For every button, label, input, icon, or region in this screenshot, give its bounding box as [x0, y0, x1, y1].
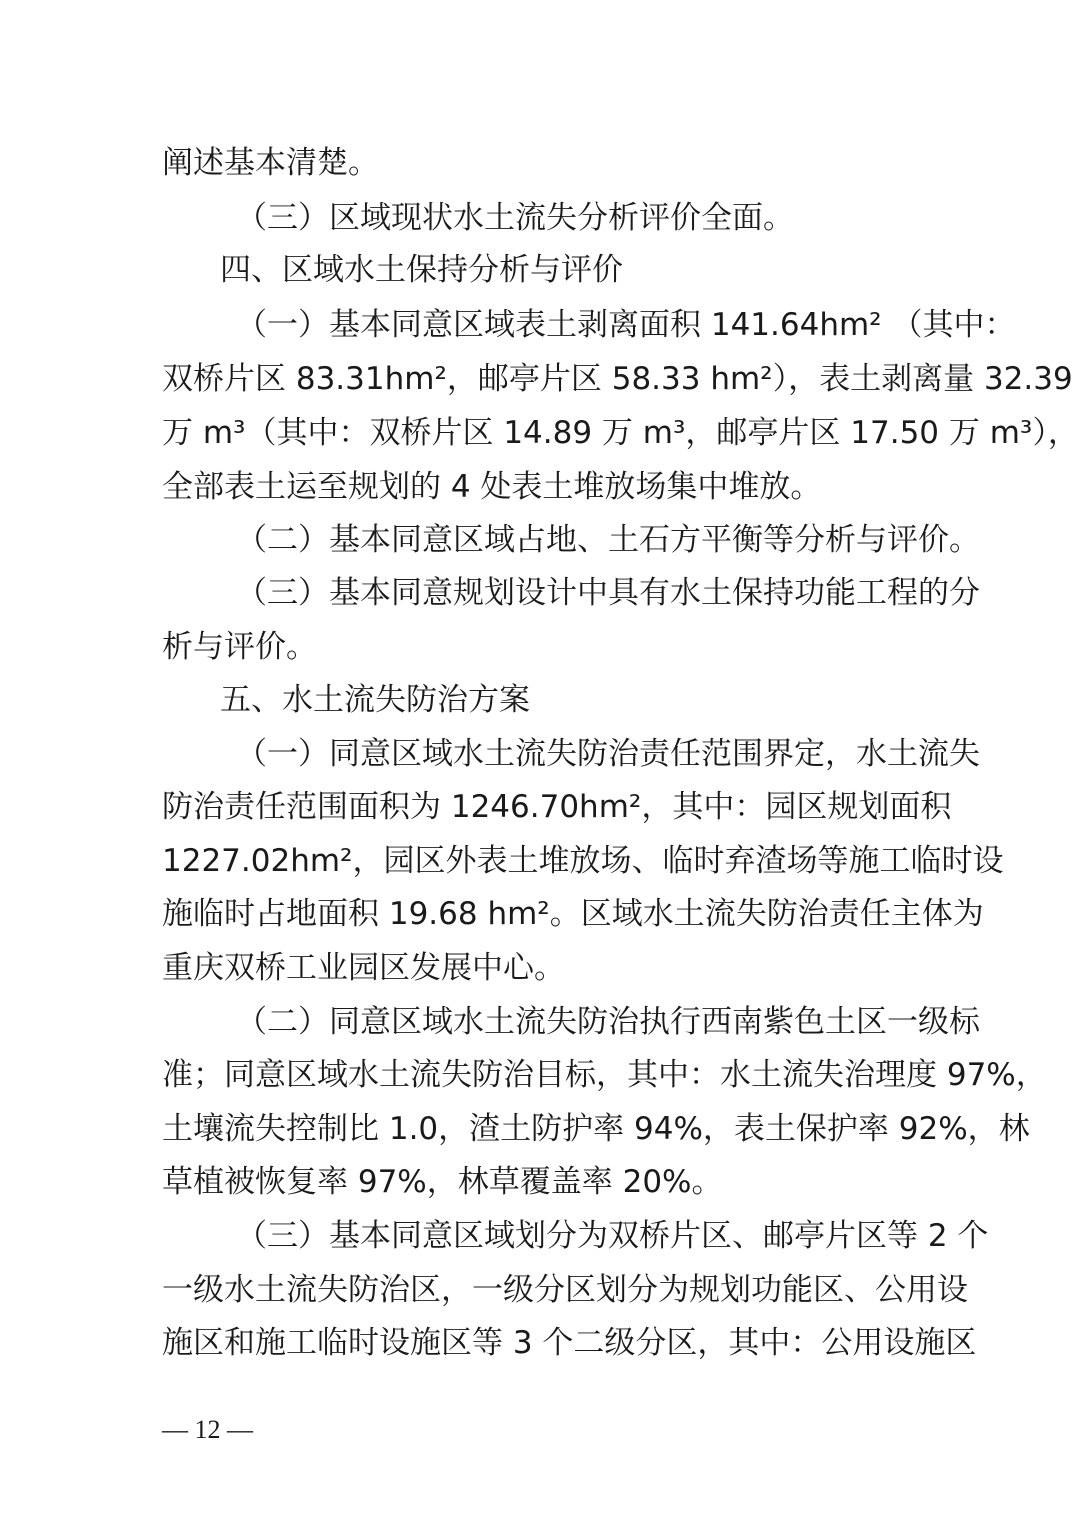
text-line-13: 防治责任范围面积为 1246.70hm²，其中：园区规划面积 — [162, 789, 952, 825]
text-line-18: 准；同意区域水土流失防治目标，其中：水土流失治理度 97%， — [162, 1057, 1047, 1093]
text-line-17: （二）同意区域水土流失防治执行西南紫色土区一级标 — [236, 1004, 980, 1040]
text-line-9: （三）基本同意规划设计中具有水土保持功能工程的分 — [236, 575, 980, 611]
text-line-20: 草植被恢复率 97%，林草覆盖率 20%。 — [162, 1164, 723, 1200]
text-line-2: （三）区域现状水土流失分析评价全面。 — [236, 200, 794, 236]
text-line-7: 全部表土运至规划的 4 处表土堆放场集中堆放。 — [162, 469, 822, 505]
text-line-22: 一级水土流失防治区，一级分区划分为规划功能区、公用设 — [162, 1272, 968, 1308]
text-line-14: 1227.02hm²，园区外表土堆放场、临时弃渣场等施工临时设 — [162, 843, 1004, 879]
text-line-4: （一）基本同意区域表土剥离面积 141.64hm² （其中： — [236, 307, 1016, 343]
text-line-6: 万 m³（其中：双桥片区 14.89 万 m³，邮亭片区 17.50 万 m³）， — [162, 415, 1079, 451]
text-line-23: 施区和施工临时设施区等 3 个二级分区，其中：公用设施区 — [162, 1325, 977, 1361]
text-line-19: 土壤流失控制比 1.0，渣土防护率 94%，表土保护率 92%，林 — [162, 1111, 1030, 1147]
text-line-1: 阐述基本清楚。 — [162, 145, 379, 181]
page-number: — 12 — — [162, 1415, 253, 1444]
text-line-10: 析与评价。 — [162, 629, 317, 665]
text-line-8: （二）基本同意区域占地、土石方平衡等分析与评价。 — [236, 522, 980, 558]
text-line-15: 施临时占地面积 19.68 hm²。区域水土流失防治责任主体为 — [162, 896, 984, 932]
text-line-16: 重庆双桥工业园区发展中心。 — [162, 950, 565, 986]
text-line-5: 双桥片区 83.31hm²，邮亭片区 58.33 hm²），表土剥离量 32.39 — [162, 361, 1073, 397]
text-line-12: （一）同意区域水土流失防治责任范围界定，水土流失 — [236, 736, 980, 772]
text-line-21: （三）基本同意区域划分为双桥片区、邮亭片区等 2 个 — [236, 1218, 989, 1254]
section-heading-5: 五、水土流失防治方案 — [220, 682, 530, 718]
section-heading-4: 四、区域水土保持分析与评价 — [220, 252, 623, 288]
